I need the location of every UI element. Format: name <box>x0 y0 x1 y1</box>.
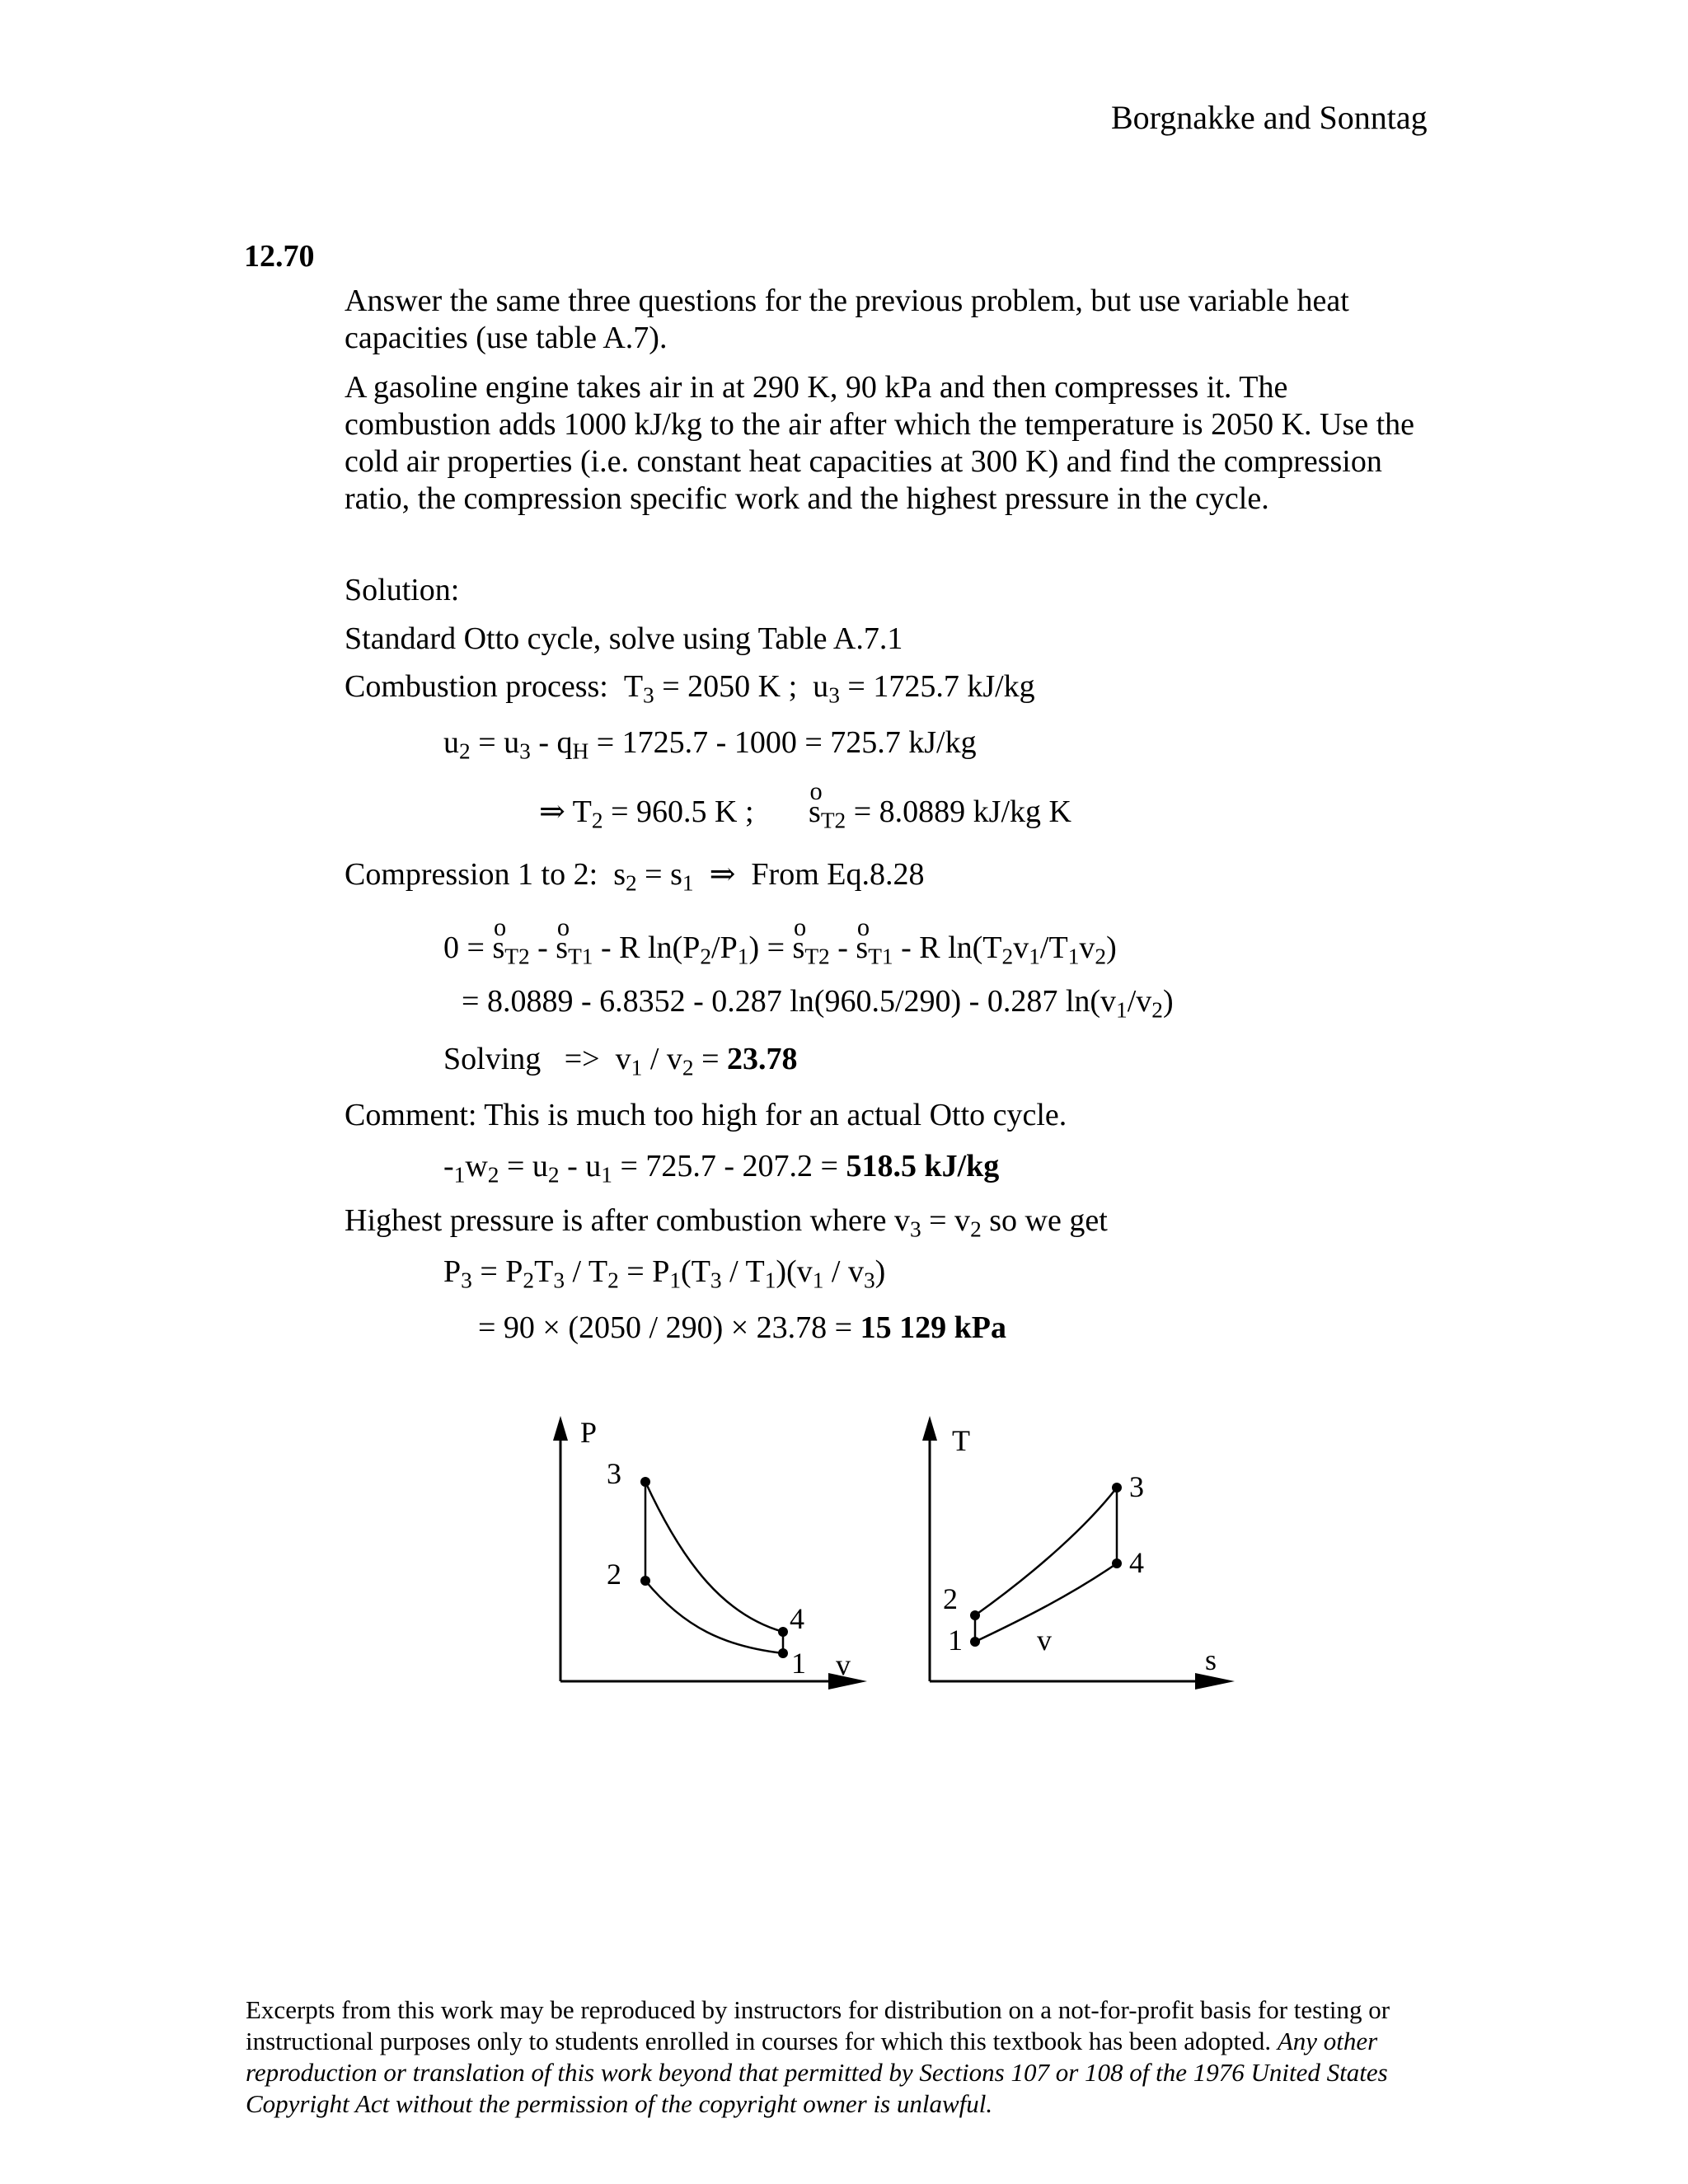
ts-y-label: T <box>952 1424 970 1457</box>
entropy-equation: 0 = o $s_{T2}$ - o $s_{T1}$ - R $\ln(P_2/P_1) = o$ $s_{T2}$ - o $s_{T1}$ - R $\ln(T_2v_1/T_1v_2)$ <box>443 929 1117 967</box>
u2-numeric: 1725.7 - 1000 = 725.7 kJ/kg <box>621 725 977 760</box>
compression-line: Compression 1 to 2: $s_2 = s_1$ ⇒ From Eq.8.28 <box>345 857 925 896</box>
pv-x-label: v <box>836 1648 851 1681</box>
t2-equation: ⇒ $T_2 = 960.5$ K ; o $s_{T2} = 8.0889$ kJ/kg K <box>539 793 1071 831</box>
solution-heading: Solution: <box>345 573 460 607</box>
pv-state-3-point <box>640 1477 650 1487</box>
pv-y-arrow <box>553 1416 568 1441</box>
solving-line: Solving => $v_1 / v_2 = 23.78$ <box>443 1042 798 1080</box>
highest-pressure-intro: Highest pressure is after combustion where <box>345 1203 887 1238</box>
combustion-line: Combustion process: $T_3 = 2050$ K ; $u_3 = 1725.7$ kJ/kg <box>345 669 1035 708</box>
solution-intro: Standard Otto cycle, solve using Table A.7.1 <box>345 621 903 656</box>
combustion-label: Combustion process: <box>345 669 608 704</box>
ts-state-2-label: 2 <box>943 1582 958 1615</box>
copyright-notice-text: Excerpts from this work may be reproduced by instructors for distribution on a not-for-profit basis for testing or instructional purposes only to students enrolled in courses for which this textbook has been adopted. <box>246 1995 1390 2055</box>
ratio-result: 23.78 <box>727 1042 798 1076</box>
copyright-notice-italic: Any other reproduction or translation of this work beyond that permitted by Sections 107 or 108 of the 1976 United States Copyright Act without the permission of the copyright owner is unlawful. <box>246 2027 1388 2118</box>
pv-diagram <box>553 1416 867 1690</box>
ts-state-1-label: 1 <box>948 1624 963 1657</box>
comment-line: Comment: This is much too high for an actual Otto cycle. <box>345 1098 1067 1132</box>
ts-x-label: s <box>1205 1643 1217 1676</box>
from-eq: From Eq.8.28 <box>751 857 925 892</box>
work-equation: $-_1w_2 = u_2 - u_1 = 725.7 - 207.2 = 518.5$ kJ/kg <box>443 1149 1000 1188</box>
ts-diagram <box>922 1416 1235 1690</box>
ts-state-1-point <box>970 1637 980 1647</box>
solving-label: Solving => <box>443 1042 600 1076</box>
problem-question: Answer the same three questions for the previous problem, but use variable heat capacities (use table A.7). <box>345 284 1349 355</box>
u2-equation: $u_2 = u_3 - q_H = 1725.7 - 1000 = 725.7$ kJ/kg <box>443 725 977 764</box>
pv-y-label: P <box>580 1416 598 1449</box>
ts-state-3-label: 3 <box>1129 1470 1144 1503</box>
entropy-numeric-text: 8.0889 - 6.8352 - 0.287 ln(960.5/290) - 0.287 ln <box>486 984 1090 1019</box>
highest-pressure-tail: so we get <box>989 1203 1108 1238</box>
highest-pressure-line: Highest pressure is after combustion where $v_3 = v_2$ so we get <box>345 1203 1108 1242</box>
ts-state-4-label: 4 <box>1129 1546 1144 1579</box>
copyright-notice <box>246 1994 1441 2120</box>
t3-value: 2050 K <box>687 669 781 704</box>
ts-state-4-point <box>1112 1558 1122 1568</box>
pressure-numeric: = 90 × (2050 / 290) × 23.78 = <box>478 1310 853 1345</box>
pv-state-3-label: 3 <box>607 1457 621 1490</box>
problem-number: 12.70 <box>244 239 315 274</box>
pressure-result: 15 129 kPa <box>860 1310 1006 1345</box>
pv-process-3-4 <box>645 1482 783 1632</box>
pv-state-2-point <box>640 1576 650 1586</box>
ts-process-2-3 <box>975 1488 1117 1615</box>
page-header-authors: Borgnakke and Sonntag <box>1111 99 1428 136</box>
entropy-numeric: = 8.0889 - 6.8352 - 0.287 ln(960.5/290) - 0.287 $\ln(v_1/v_2)$ <box>462 984 1174 1023</box>
ts-state-3-point <box>1112 1483 1122 1493</box>
ts-curve-label: v <box>1037 1624 1052 1657</box>
pv-state-4-label: 4 <box>790 1602 804 1635</box>
work-result: 518.5 kJ/kg <box>846 1149 1000 1183</box>
problem-statement: A gasoline engine takes air in at 290 K, 90 kPa and then compresses it. The combustion adds 1000 kJ/kg to the air after which the temperature is 2050 K. Use the cold air properties (i.e. constant heat capacities at 300 K) and find the compression ratio, the compression specific work and the highest pressure in the cycle. <box>345 370 1415 516</box>
t2-value: 960.5 K <box>636 794 738 829</box>
u3-value: 1725.7 kJ/kg <box>873 669 1035 704</box>
st2-value: 8.0889 kJ/kg K <box>879 794 1071 829</box>
ts-y-arrow <box>922 1416 937 1441</box>
pv-process-1-2 <box>645 1581 783 1653</box>
pv-state-4-point <box>778 1627 788 1637</box>
p3-equation: $P_3 = P_2T_3 / T_2 = P_1(T_3 / T_1)(v_1 / v_3)$ <box>443 1254 886 1293</box>
pv-state-1-point <box>778 1648 788 1658</box>
pv-state-2-label: 2 <box>607 1558 621 1591</box>
pv-state-1-label: 1 <box>791 1647 806 1680</box>
ts-state-2-point <box>970 1610 980 1620</box>
work-numeric: 725.7 - 207.2 = <box>645 1149 838 1183</box>
compression-label: Compression 1 to 2: <box>345 857 598 892</box>
